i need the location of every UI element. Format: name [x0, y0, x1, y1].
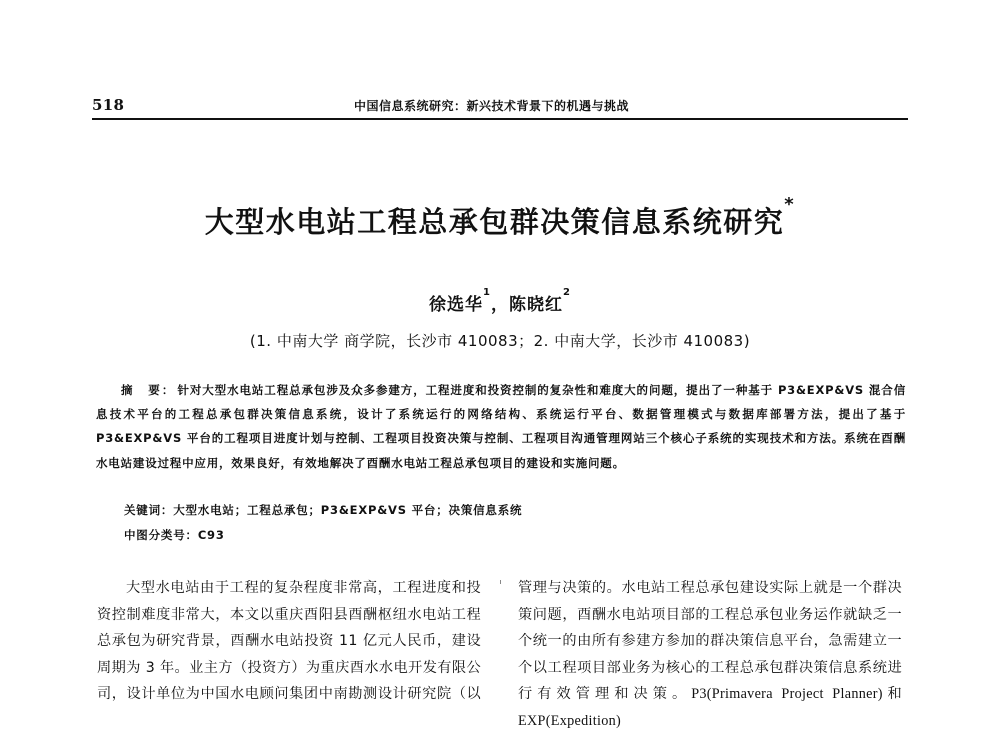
author-affiliation-mark: 2 — [563, 287, 571, 298]
title-footnote-mark: * — [784, 194, 796, 215]
keywords-label: 关键词： — [124, 503, 174, 517]
article-title-text: 大型水电站工程总承包群决策信息系统研究 — [204, 205, 785, 239]
classification-label: 中图分类号： — [124, 528, 198, 542]
keywords-text: 大型水电站；工程总承包；P3&EXP&VS 平台；决策信息系统 — [173, 503, 523, 517]
abstract-label: 摘 要： — [121, 383, 176, 397]
running-header — [92, 96, 908, 120]
page-number: 518 — [92, 96, 125, 114]
author-name: 陈晓红 — [509, 295, 563, 315]
abstract — [96, 378, 906, 475]
classification-line — [124, 527, 225, 543]
body-text: 管理与决策的。水电站工程总承包建设实际上就是一个群决策问题，酉酬水电站项目部的工程总承包业务运作就缺乏一个统一的由所有参建方参加的群决策信息平台，急需建立一个以工程项目部业务为核心的工程总承包群决策信息系统进行有效管理和决策。 — [518, 580, 902, 703]
author-separator: ， — [491, 295, 509, 315]
keywords-line — [124, 502, 522, 518]
body-text-english: P3(Primavera Project Planner)和 EXP(Expedition) — [518, 686, 902, 729]
abstract-text: 针对大型水电站工程总承包涉及众多参建方，工程进度和投资控制的复杂性和难度大的问题，提出了一种基于 P3&EXP&VS 混合信息技术平台的工程总承包群决策信息系统，设计了系统运行的网络结构、系统运行平台、数据管理模式与数据库部署方法，提出了基于 P3&EXP&VS 平台的工程项目进度计划与控制、工程项目投资决策与控制、工程项目沟通管理网站三个核心子系统的实现技术和方法。系统在酉酬水电站建设过程中应用，效果良好，有效地解决了酉酬水电站工程总承包项目的建设和实施问题。 — [96, 383, 907, 470]
body-paragraph: 大型水电站由于工程的复杂程度非常高，工程进度和投资控制难度非常大，本文以重庆酉阳县酉酬枢纽水电站工程总承包为研究背景，酉酬水电站投资 11 亿元人民币，建设周期为 3 年。业主方（投资方）为重庆酉水水电开发有限公司，设计单位为中国水电顾问集团中南勘测设计研究院（以 — [97, 580, 481, 703]
body-paragraph — [518, 575, 902, 735]
author-affiliation-mark: 1 — [483, 287, 491, 298]
column-divider — [500, 580, 501, 584]
author-name: 徐选华 — [429, 295, 484, 315]
article-title — [0, 194, 1000, 241]
author-list — [0, 287, 1000, 315]
body-column-right — [518, 575, 902, 735]
affiliation: (1. 中南大学 商学院，长沙市 410083；2. 中南大学，长沙市 410083) — [249, 332, 751, 350]
journal-title: 中国信息系统研究：新兴技术背景下的机遇与挑战 — [354, 99, 630, 113]
classification-code: C93 — [197, 528, 225, 542]
body-column-left — [97, 575, 481, 708]
